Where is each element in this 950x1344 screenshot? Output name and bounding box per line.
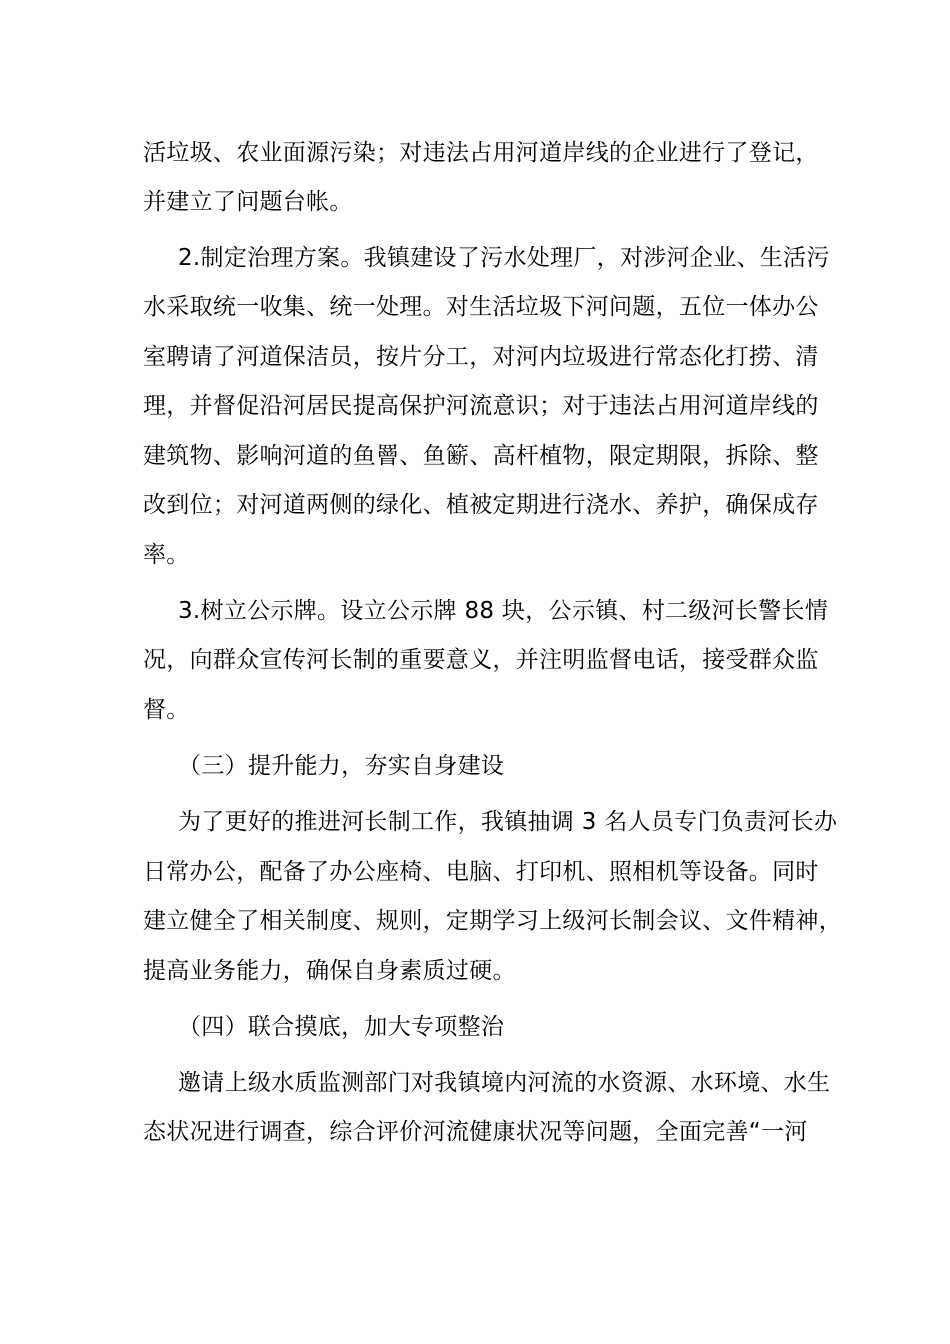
paragraph-line: 水采取统一收集、统一处理。对生活垃圾下河问题，五位一体办公 [143,294,819,320]
paragraph-line: 活垃圾、农业面源污染；对违法占用河道岸线的企业进行了登记， [143,140,819,166]
paragraph-line: 率。 [143,542,190,568]
paragraph-line: 日常办公，配备了办公座椅、电脑、打印机、照相机等设备。同时 [143,859,819,885]
paragraph-line: 为了更好的推进河长制工作，我镇抽调 3 名人员专门负责河长办 [178,809,838,835]
section-heading: （四）联合摸底，加大专项整治 [178,1014,505,1040]
paragraph-line: 建筑物、影响河道的鱼罾、鱼簖、高杆植物，限定期限，拆除、整 [143,443,819,469]
paragraph-line: 建立健全了相关制度、规则，定期学习上级河长制会议、文件精神， [143,908,842,934]
paragraph-line: 室聘请了河道保洁员，按片分工，对河内垃圾进行常态化打捞、清 [143,344,819,370]
paragraph-line: 并建立了问题台帐。 [143,189,353,215]
paragraph-line: 理，并督促沿河居民提高保护河流意识；对于违法占用河道岸线的 [143,393,819,419]
paragraph-line: 提高业务能力，确保自身素质过硬。 [143,958,516,984]
paragraph-line: 改到位；对河道两侧的绿化、植被定期进行浇水、养护，确保成存 [143,492,819,518]
paragraph-line: 态状况进行调查，综合评价河流健康状况等问题，全面完善“一河 [143,1119,808,1145]
paragraph-line: 邀请上级水质监测部门对我镇境内河流的水资源、水环境、水生 [178,1070,831,1096]
paragraph-line: 况，向群众宣传河长制的重要意义，并注明监督电话，接受群众监 [143,647,819,673]
paragraph-line: 3.树立公示牌。设立公示牌 88 块，公示镇、村二级河长警长情 [178,598,829,624]
section-heading: （三）提升能力，夯实自身建设 [178,753,505,779]
paragraph-line: 督。 [143,697,190,723]
paragraph-line: 2.制定治理方案。我镇建设了污水处理厂，对涉河企业、生活污 [178,245,830,271]
